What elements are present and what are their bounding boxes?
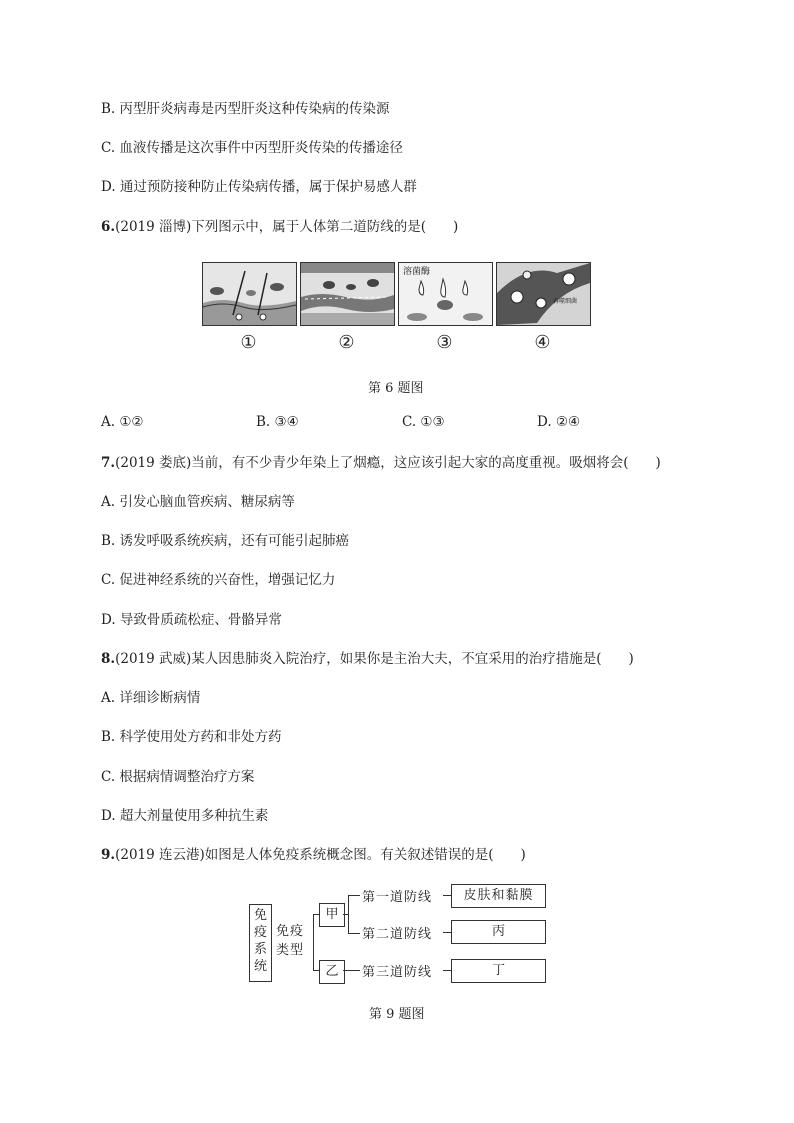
yi-branch [343, 970, 360, 971]
q6-figure-label-2: ② [338, 332, 355, 353]
yi-box [319, 960, 345, 984]
bracket-vertical [313, 914, 314, 970]
lysozyme-label: 溶菌酶 [403, 267, 431, 277]
bing-box [451, 920, 546, 944]
q7-stem-text: (2019 娄底)当前，有不少青少年染上了烟瘾，这应该引起大家的高度重视。吸烟将会( ) [115, 455, 661, 471]
first-line-label: 第一道防线 [362, 890, 433, 905]
q6-figure-1 [202, 262, 297, 326]
skin-mucosa-label: 皮肤和黏膜 [463, 888, 534, 903]
jia-label: 甲 [325, 907, 339, 922]
q6-stem-text: (2019 淄博)下列图示中，属于人体第二道防线的是( ) [115, 219, 459, 235]
immune-type-label: 免疫类型 [276, 924, 305, 958]
q6-number: 6. [101, 219, 116, 235]
q6-option-d: D. ②④ [537, 414, 581, 430]
phagocyte-illustration [497, 263, 590, 325]
third-line-label: 第三道防线 [362, 965, 433, 980]
q8-option-a: A. 详细诊断病情 [101, 690, 201, 706]
q9-stem-text: (2019 连云港)如图是人体免疫系统概念图。有关叙述错误的是( ) [115, 847, 526, 863]
skin-mucosa-box [451, 884, 546, 908]
q6-figure-label-3: ③ [436, 332, 453, 353]
jia-branch-bottom [348, 933, 360, 934]
connector-2 [443, 932, 451, 933]
q8-option-b: B. 科学使用处方药和非处方药 [101, 729, 282, 745]
q6-option-c: C. ①③ [402, 414, 445, 430]
mucous-membrane-illustration [301, 263, 394, 325]
q8-stem-text: (2019 武威)某人因患肺炎入院治疗，如果你是主治大夫，不宜采用的治疗措施是( ) [115, 651, 634, 667]
q6-caption: 第 6 题图 [368, 381, 424, 396]
phagocyte-label: 吞噬细菌 [553, 298, 578, 305]
q8-number: 8. [101, 651, 116, 667]
jia-branch-stub [343, 914, 348, 915]
skin-barrier-illustration [203, 263, 296, 325]
q7-option-c: C. 促进神经系统的兴奋性，增强记忆力 [101, 572, 336, 588]
q6-option-b: B. ③④ [256, 414, 299, 430]
q8-option-d: D. 超大剂量使用多种抗生素 [101, 808, 269, 824]
q6-figure-label-1: ① [240, 332, 257, 353]
ding-label: 丁 [491, 963, 505, 978]
bing-label: 丙 [491, 924, 505, 939]
jia-branch-vertical [348, 895, 349, 933]
q5-option-b: B. 丙型肝炎病毒是丙型肝炎这种传染病的传染源 [101, 101, 390, 117]
q7-option-d: D. 导致骨质疏松症、骨骼异常 [101, 612, 282, 628]
q7-stem [101, 454, 661, 472]
q6-option-a: A. ①② [101, 414, 144, 430]
q7-option-a: A. 引发心脑血管疾病、糖尿病等 [101, 494, 295, 510]
connector-3 [443, 970, 451, 971]
immune-system-label: 免疫系统 [253, 908, 267, 974]
q6-figure-label-4: ④ [534, 332, 551, 353]
q7-number: 7. [101, 455, 116, 471]
q6-stem [101, 218, 458, 236]
yi-label: 乙 [325, 964, 339, 979]
ding-box [451, 959, 546, 983]
q6-figure-4 [496, 262, 591, 326]
lysozyme-illustration [399, 263, 492, 325]
q6-figure-2 [300, 262, 395, 326]
immune-system-box [249, 904, 272, 982]
q9-number: 9. [101, 847, 116, 863]
q9-caption: 第 9 题图 [369, 1007, 425, 1022]
q5-option-c: C. 血液传播是这次事件中丙型肝炎传染的传播途径 [101, 140, 403, 156]
q7-option-b: B. 诱发呼吸系统疾病，还有可能引起肺癌 [101, 533, 350, 549]
q6-figure-3 [398, 262, 493, 326]
q8-option-c: C. 根据病情调整治疗方案 [101, 769, 255, 785]
q8-stem [101, 650, 634, 668]
jia-branch-top [348, 895, 360, 896]
q5-option-d: D. 通过预防接种防止传染病传播，属于保护易感人群 [101, 179, 417, 195]
connector-1 [443, 895, 451, 896]
jia-box [319, 903, 345, 927]
second-line-label: 第二道防线 [362, 927, 433, 942]
q9-stem [101, 846, 526, 864]
